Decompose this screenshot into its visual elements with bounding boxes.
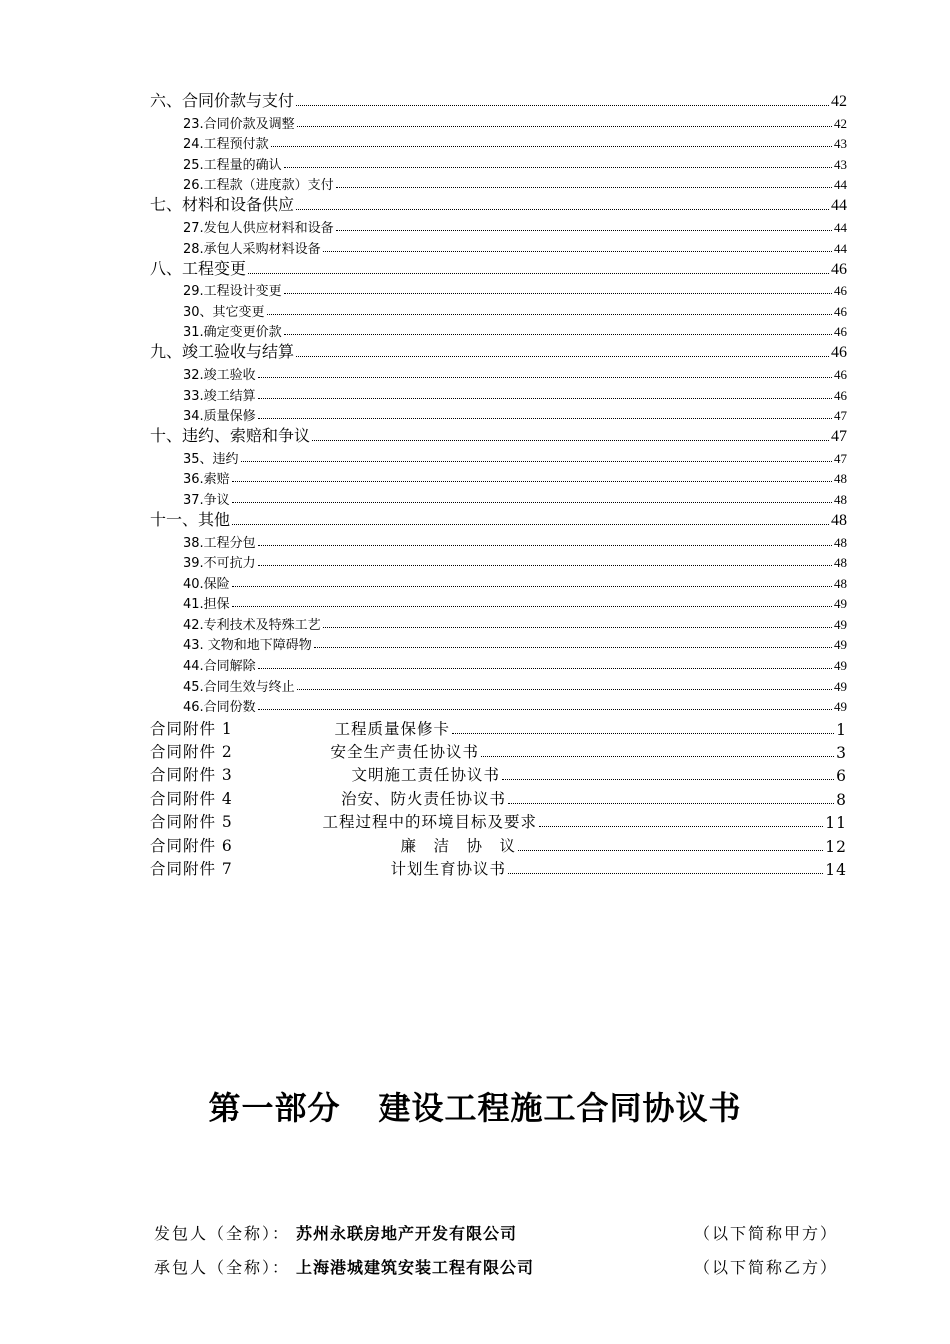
attachment-prefix: 合同附件 2 bbox=[150, 743, 233, 762]
leader-dots bbox=[452, 732, 834, 734]
toc-entry-label: 36.索赔 bbox=[183, 472, 230, 488]
toc-entry-label: 23.合同价款及调整 bbox=[183, 116, 295, 132]
toc-entry-page: 49 bbox=[834, 637, 847, 653]
toc-entry-page: 46 bbox=[834, 283, 847, 299]
leader-dots bbox=[336, 186, 832, 188]
toc-attachment-entry[interactable] bbox=[150, 785, 847, 808]
table-of-contents bbox=[150, 89, 847, 879]
toc-entry-label: 27.发包人供应材料和设备 bbox=[183, 220, 334, 236]
toc-entry-label: 28.承包人采购材料设备 bbox=[183, 241, 321, 257]
toc-entry-page: 46 bbox=[834, 387, 847, 403]
toc-entry-page: 48 bbox=[834, 491, 847, 507]
toc-chapter-entry[interactable] bbox=[150, 508, 847, 530]
leader-dots bbox=[518, 849, 823, 851]
toc-attachment-entry[interactable] bbox=[150, 856, 847, 879]
toc-entry-label: 38.工程分包 bbox=[183, 535, 256, 551]
leader-dots bbox=[323, 250, 832, 252]
toc-entry-page: 44 bbox=[834, 177, 847, 193]
toc-entry-page: 46 bbox=[831, 260, 847, 278]
toc-entry-page: 46 bbox=[834, 324, 847, 340]
toc-attachment-entry[interactable] bbox=[150, 762, 847, 785]
toc-section-entry[interactable] bbox=[150, 236, 847, 257]
toc-entry-label: 33.竣工结算 bbox=[183, 388, 256, 404]
toc-chapter-entry[interactable] bbox=[150, 340, 847, 362]
attachment-prefix: 合同附件 5 bbox=[150, 813, 233, 832]
toc-section-entry[interactable] bbox=[150, 530, 847, 551]
attachment-page: 11 bbox=[825, 814, 847, 833]
toc-section-entry[interactable] bbox=[150, 674, 847, 695]
toc-chapter-entry[interactable] bbox=[150, 424, 847, 446]
toc-entry-page: 48 bbox=[834, 534, 847, 550]
toc-entry-page: 49 bbox=[834, 616, 847, 632]
attachment-prefix: 合同附件 3 bbox=[150, 766, 233, 785]
toc-entry-page: 47 bbox=[834, 408, 847, 424]
leader-dots bbox=[284, 166, 832, 168]
attachment-title: 计划生育协议书 bbox=[390, 859, 506, 878]
contractor-name: 上海港城建筑安装工程有限公司 bbox=[296, 1258, 535, 1277]
toc-section-entry[interactable] bbox=[150, 695, 847, 716]
attachment-page: 14 bbox=[825, 860, 847, 879]
toc-attachment-entry[interactable] bbox=[150, 739, 847, 762]
leader-dots bbox=[296, 355, 829, 357]
toc-section-entry[interactable] bbox=[150, 612, 847, 633]
toc-entry-page: 48 bbox=[834, 575, 847, 591]
toc-section-entry[interactable] bbox=[150, 633, 847, 654]
toc-section-entry[interactable] bbox=[150, 362, 847, 383]
toc-section-entry[interactable] bbox=[150, 152, 847, 173]
toc-section-entry[interactable] bbox=[150, 111, 847, 132]
toc-entry-label: 46.合同份数 bbox=[183, 700, 256, 716]
toc-section-entry[interactable] bbox=[150, 173, 847, 194]
attachment-title: 工程过程中的环境目标及要求 bbox=[322, 813, 537, 832]
attachment-title: 安全生产责任协议书 bbox=[330, 743, 479, 762]
leader-dots bbox=[314, 646, 832, 648]
toc-entry-label: 43. 文物和地下障碍物 bbox=[183, 638, 312, 654]
toc-entry-label: 29.工程设计变更 bbox=[183, 284, 282, 300]
attachment-page: 12 bbox=[825, 837, 847, 856]
toc-attachment-entry[interactable] bbox=[150, 715, 847, 738]
toc-entry-label: 32.竣工验收 bbox=[183, 367, 256, 383]
leader-dots bbox=[508, 802, 834, 804]
attachment-title: 治安、防火责任协议书 bbox=[340, 789, 506, 808]
toc-entry-label: 42.专利技术及特殊工艺 bbox=[183, 617, 321, 633]
toc-entry-page: 49 bbox=[834, 658, 847, 674]
toc-entry-page: 49 bbox=[834, 699, 847, 715]
leader-dots bbox=[539, 825, 823, 827]
leader-dots bbox=[267, 313, 832, 315]
leader-dots bbox=[323, 626, 832, 628]
toc-entry-page: 47 bbox=[831, 428, 847, 446]
toc-section-entry[interactable] bbox=[150, 551, 847, 572]
toc-section-entry[interactable] bbox=[150, 299, 847, 320]
toc-entry-page: 46 bbox=[831, 344, 847, 362]
contractor-label: 承包人（全称）： bbox=[154, 1258, 291, 1277]
toc-section-entry[interactable] bbox=[150, 279, 847, 300]
attachment-prefix: 合同附件 1 bbox=[150, 719, 233, 738]
toc-section-entry[interactable] bbox=[150, 446, 847, 467]
part-heading bbox=[0, 1083, 950, 1129]
toc-entry-label: 35、违约 bbox=[183, 451, 239, 467]
attachment-prefix: 合同附件 4 bbox=[150, 789, 233, 808]
leader-dots bbox=[258, 544, 832, 546]
employer-note: （以下简称甲方） bbox=[693, 1224, 838, 1243]
attachment-title: 工程质量保修卡 bbox=[334, 719, 450, 738]
toc-entry-label: 40.保险 bbox=[183, 576, 230, 592]
leader-dots bbox=[481, 755, 834, 757]
leader-dots bbox=[297, 125, 832, 127]
part-title: 建设工程施工合同协议书 bbox=[378, 1089, 742, 1127]
toc-chapter-entry[interactable] bbox=[150, 89, 847, 111]
attachment-prefix: 合同附件 7 bbox=[150, 859, 233, 878]
leader-dots bbox=[232, 605, 832, 607]
leader-dots bbox=[284, 292, 832, 294]
employer-name: 苏州永联房地产开发有限公司 bbox=[296, 1224, 518, 1243]
leader-dots bbox=[284, 333, 832, 335]
toc-entry-page: 44 bbox=[834, 240, 847, 256]
attachment-page: 3 bbox=[836, 744, 847, 763]
toc-section-entry[interactable] bbox=[150, 653, 847, 674]
leader-dots bbox=[258, 397, 832, 399]
part-number: 第一部分 bbox=[208, 1089, 341, 1127]
toc-entry-page: 42 bbox=[834, 115, 847, 131]
toc-entry-label: 25.工程量的确认 bbox=[183, 157, 282, 173]
toc-entry-label: 31.确定变更价款 bbox=[183, 325, 282, 341]
leader-dots bbox=[502, 778, 834, 780]
toc-entry-page: 46 bbox=[834, 303, 847, 319]
leader-dots bbox=[232, 501, 832, 503]
leader-dots bbox=[248, 272, 829, 274]
attachment-prefix: 合同附件 6 bbox=[150, 836, 233, 855]
toc-entry-label: 九、竣工验收与结算 bbox=[150, 342, 295, 362]
attachment-title: 廉 洁 协 议 bbox=[400, 836, 516, 855]
toc-section-entry[interactable] bbox=[150, 404, 847, 425]
toc-entry-page: 48 bbox=[834, 555, 847, 571]
leader-dots bbox=[508, 872, 823, 874]
employer-label: 发包人（全称）： bbox=[154, 1224, 291, 1243]
toc-entry-page: 49 bbox=[834, 678, 847, 694]
toc-entry-label: 30、其它变更 bbox=[183, 304, 265, 320]
toc-section-entry[interactable] bbox=[150, 132, 847, 153]
leader-dots bbox=[297, 688, 832, 690]
contractor-note: （以下简称乙方） bbox=[693, 1258, 838, 1277]
toc-entry-label: 39.不可抗力 bbox=[183, 556, 256, 572]
toc-section-entry[interactable] bbox=[150, 592, 847, 613]
toc-entry-label: 41.担保 bbox=[183, 597, 230, 613]
leader-dots bbox=[271, 145, 832, 147]
toc-section-entry[interactable] bbox=[150, 320, 847, 341]
attachment-page: 6 bbox=[836, 767, 847, 786]
toc-section-entry[interactable] bbox=[150, 467, 847, 488]
toc-entry-page: 48 bbox=[834, 471, 847, 487]
leader-dots bbox=[232, 585, 832, 587]
toc-entry-page: 47 bbox=[834, 450, 847, 466]
leader-dots bbox=[232, 480, 832, 482]
attachment-title: 文明施工责任协议书 bbox=[351, 766, 500, 785]
toc-entry-page: 42 bbox=[831, 93, 847, 110]
contractor-party bbox=[154, 1255, 838, 1278]
leader-dots bbox=[296, 208, 829, 210]
toc-section-entry[interactable] bbox=[150, 383, 847, 404]
toc-section-entry[interactable] bbox=[150, 487, 847, 508]
toc-entry-label: 十、违约、索赔和争议 bbox=[150, 426, 311, 446]
toc-section-entry[interactable] bbox=[150, 215, 847, 236]
toc-attachment-entry[interactable] bbox=[150, 809, 847, 832]
leader-dots bbox=[312, 439, 829, 441]
toc-entry-label: 十一、其他 bbox=[150, 509, 231, 529]
toc-entry-page: 44 bbox=[834, 219, 847, 235]
leader-dots bbox=[258, 417, 832, 419]
attachment-page: 1 bbox=[836, 720, 847, 739]
toc-entry-label: 44.合同解除 bbox=[183, 659, 256, 675]
leader-dots bbox=[258, 564, 832, 566]
toc-chapter-entry[interactable] bbox=[150, 193, 847, 215]
leader-dots bbox=[296, 104, 829, 106]
toc-chapter-entry[interactable] bbox=[150, 257, 847, 279]
toc-entry-label: 45.合同生效与终止 bbox=[183, 679, 295, 695]
toc-entry-label: 六、合同价款与支付 bbox=[150, 91, 295, 110]
toc-entry-label: 37.争议 bbox=[183, 492, 230, 508]
toc-entry-page: 43 bbox=[834, 156, 847, 172]
toc-entry-page: 46 bbox=[834, 366, 847, 382]
toc-entry-page: 44 bbox=[831, 197, 847, 215]
leader-dots bbox=[336, 229, 832, 231]
leader-dots bbox=[232, 523, 829, 525]
toc-entry-page: 48 bbox=[831, 511, 847, 529]
leader-dots bbox=[258, 667, 832, 669]
leader-dots bbox=[258, 376, 832, 378]
leader-dots bbox=[241, 460, 832, 462]
toc-entry-label: 26.工程款（进度款）支付 bbox=[183, 178, 334, 194]
toc-section-entry[interactable] bbox=[150, 571, 847, 592]
attachment-page: 8 bbox=[836, 790, 847, 809]
toc-entry-label: 24.工程预付款 bbox=[183, 137, 269, 153]
toc-entry-label: 34.质量保修 bbox=[183, 409, 256, 425]
leader-dots bbox=[258, 708, 832, 710]
toc-entry-label: 七、材料和设备供应 bbox=[150, 195, 295, 215]
toc-entry-label: 八、工程变更 bbox=[150, 258, 247, 278]
toc-attachment-entry[interactable] bbox=[150, 832, 847, 855]
employer-party bbox=[154, 1221, 838, 1244]
toc-entry-page: 49 bbox=[834, 596, 847, 612]
toc-entry-page: 43 bbox=[834, 136, 847, 152]
